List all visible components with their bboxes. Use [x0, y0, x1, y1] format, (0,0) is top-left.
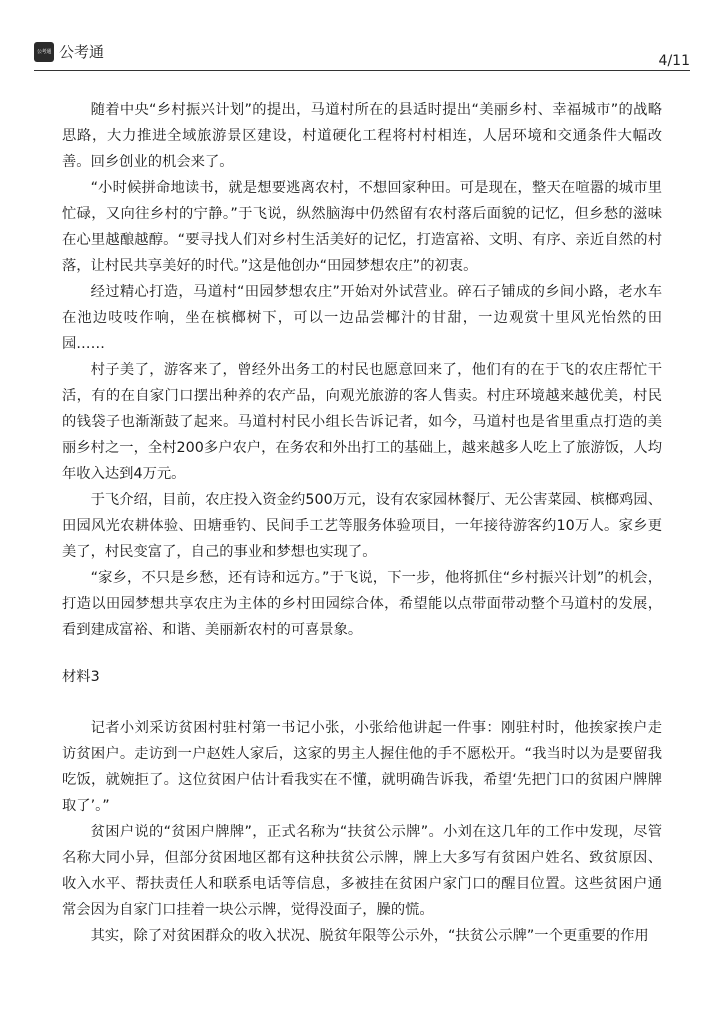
paragraph: “家乡，不只是乡愁，还有诗和远方。”于飞说，下一步，他将抓住“乡村振兴计划”的机会，打造以田园梦想共享农庄为主体的乡村田园综合体，希望能以点带面带动整个马道村的发展，看到建成富裕、和谐、美丽新农村的可喜景象。: [62, 570, 662, 638]
paragraph: 记者小刘采访贫困村驻村第一书记小张，小张给他讲起一件事：刚驻村时，他挨家挨户走访贫困户。走访到一户赵姓人家后，这家的男主人握住他的手不愿松开。“我当时以为是要留我吃饭，就婉拒了。这位贫困户估计看我实在不懂，就明确告诉我，希望‘先把门口的贫困户牌牌取了’。”: [62, 720, 662, 814]
paragraph: 随着中央“乡村振兴计划”的提出，马道村所在的县适时提出“美丽乡村、幸福城市”的战略思路，大力推进全域旅游景区建设，村道硬化工程将村村相连，人居环境和交通条件大幅改善。回乡创业的机会来了。: [62, 102, 662, 170]
paragraph: 其实，除了对贫困群众的收入状况、脱贫年限等公示外，“扶贫公示牌”一个更重要的作用: [90, 928, 649, 944]
paragraph: “小时候拼命地读书，就是想要逃离农村，不想回家种田。可是现在，整天在喧嚣的城市里忙碌，又向往乡村的宁静。”于飞说，纵然脑海中仍然留有农村落后面貌的记忆，但乡愁的滋味在心里越酿越醇。“要寻找人们对乡村生活美好的记忆，打造富裕、文明、有序、亲近自然的村落，让村民共享美好的时代。”这是他创办“田园梦想农庄”的初衷。: [62, 180, 662, 274]
paragraph: 于飞介绍，目前，农庄投入资金约500万元，设有农家园林餐厅、无公害菜园、槟榔鸡园、田园风光农耕体验、田塘垂钓、民间手工艺等服务体验项目，一年接待游客约10万人。家乡更美了，村民变富了，自己的事业和梦想也实现了。: [62, 492, 662, 560]
logo-text: 公考通: [59, 43, 105, 61]
logo: [34, 42, 104, 62]
logo-icon: 公考通: [34, 42, 54, 62]
paragraph: 经过精心打造，马道村“田园梦想农庄”开始对外试营业。碎石子铺成的乡间小路，老水车在池边吱吱作响，坐在槟榔树下，可以一边品尝椰汁的甘甜，一边观赏十里风光怡然的田园……: [62, 284, 662, 352]
paragraph: 村子美了，游客来了，曾经外出务工的村民也愿意回来了，他们有的在于飞的农庄帮忙干活，有的在自家门口摆出种养的农产品，向观光旅游的客人售卖。村庄环境越来越优美，村民的钱袋子也渐渐鼓了起来。马道村村民小组长告诉记者，如今，马道村也是省里重点打造的美丽乡村之一，全村200多户农户，在务农和外出打工的基础上，越来越多人吃上了旅游饭，人均年收入达到4万元。: [62, 362, 662, 482]
section-title: 材料3: [62, 669, 100, 685]
page-header: [34, 40, 690, 71]
document-body: [62, 97, 662, 949]
page-number: 4/11: [658, 53, 690, 69]
paragraph: 贫困户说的“贫困户牌牌”，正式名称为“扶贫公示牌”。小刘在这几年的工作中发现，尽管名称大同小异，但部分贫困地区都有这种扶贫公示牌，牌上大多写有贫困户姓名、致贫原因、收入水平、帮扶责任人和联系电话等信息，多被挂在贫困户家门口的醒目位置。这些贫困户通常会因为自家门口挂着一块公示牌，觉得没面子，臊的慌。: [62, 824, 662, 918]
